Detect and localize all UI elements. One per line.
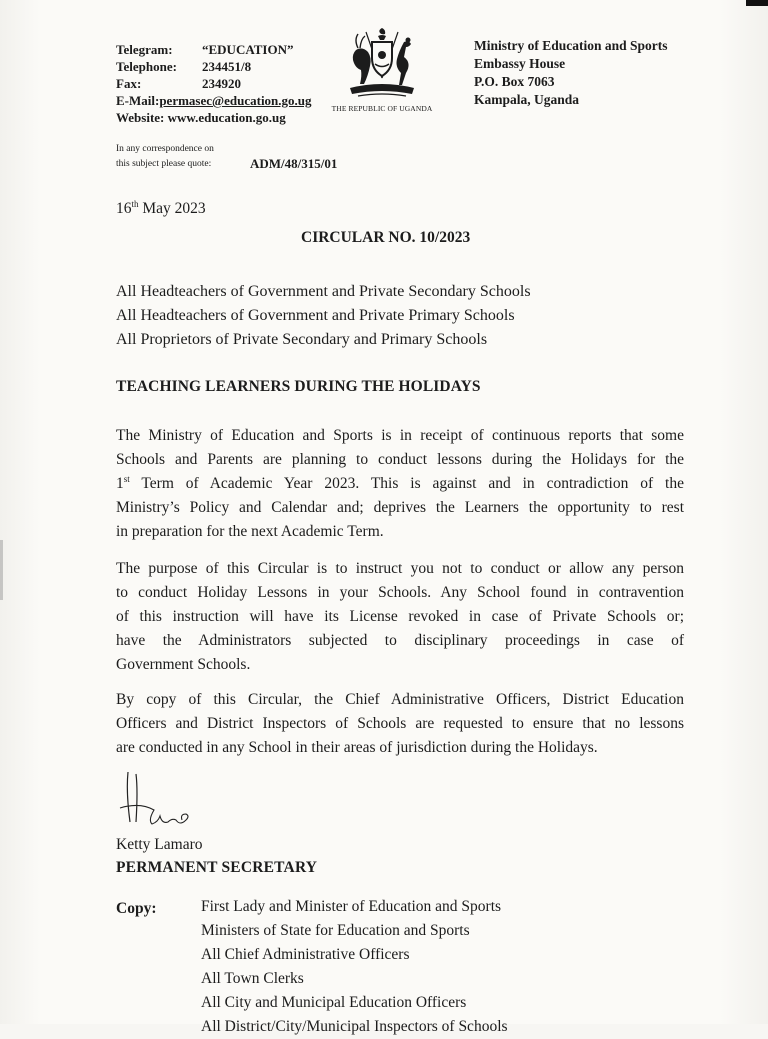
recipient-item: All Headteachers of Government and Private Secondary Schools bbox=[116, 283, 531, 300]
copy-label: Copy: bbox=[116, 900, 157, 917]
paragraph-line: are conducted in any School in their areas of jurisdiction during the Holidays. bbox=[116, 739, 598, 756]
letter-date bbox=[116, 199, 206, 218]
scan-edge-mark bbox=[746, 0, 768, 6]
paragraph-line: Schools and Parents are planning to conduct lessons during the Holidays for the bbox=[116, 451, 684, 468]
date-day: 16 bbox=[116, 200, 132, 218]
signatory-title: PERMANENT SECRETARY bbox=[116, 859, 318, 876]
contact-email bbox=[116, 92, 312, 109]
paragraph-line-rest: Term of Academic Year 2023. This is against and in contradiction of the bbox=[129, 475, 684, 492]
term-suffix: st bbox=[123, 473, 130, 484]
contact-telephone bbox=[116, 58, 312, 75]
contact-label: Telephone: bbox=[116, 59, 177, 74]
copy-recipient: First Lady and Minister of Education and Sports bbox=[201, 898, 502, 915]
paragraph-line: The purpose of this Circular is to instruct you not to conduct or allow any person bbox=[116, 560, 684, 577]
paragraph-line: Government Schools. bbox=[116, 656, 251, 673]
paragraph-line: have the Administrators subjected to disciplinary proceedings in case of bbox=[116, 632, 684, 649]
paragraph-line: to conduct Holiday Lessons in your Schools. Any School found in contravention bbox=[116, 584, 684, 601]
paragraph-line: in preparation for the next Academic Term. bbox=[116, 523, 384, 540]
subject-heading: TEACHING LEARNERS DURING THE HOLIDAYS bbox=[116, 378, 481, 395]
paragraph-line: Ministry’s Policy and Calendar and; deprives the Learners the opportunity to rest bbox=[116, 499, 684, 516]
signature-icon bbox=[116, 768, 206, 838]
circular-title: CIRCULAR NO. 10/2023 bbox=[301, 229, 471, 246]
paragraph-line bbox=[116, 472, 684, 496]
reference-code: ADM/48/315/01 bbox=[250, 156, 338, 171]
website-text: Website: www.education.go.ug bbox=[116, 110, 286, 125]
date-suffix: th bbox=[131, 199, 139, 209]
copy-recipient: All District/City/Municipal Inspectors of Schools bbox=[201, 1018, 508, 1035]
recipient-item: All Headteachers of Government and Private Primary Schools bbox=[116, 307, 515, 324]
contact-website bbox=[116, 109, 312, 126]
recipient-list bbox=[116, 280, 531, 352]
copy-recipient: All City and Municipal Education Officers bbox=[201, 994, 467, 1011]
signatory-name: Ketty Lamaro bbox=[116, 836, 203, 853]
date-rest: May 2023 bbox=[138, 200, 206, 218]
coat-of-arms bbox=[324, 26, 440, 122]
contact-label: Fax: bbox=[116, 76, 142, 91]
coat-of-arms-icon bbox=[338, 26, 426, 106]
contact-value: “EDUCATION” bbox=[202, 42, 294, 57]
ministry-line: P.O. Box 7063 bbox=[474, 74, 555, 89]
paragraph-line: of this instruction will have its License revoked in case of Private Schools or; bbox=[116, 608, 684, 625]
body-paragraph-2 bbox=[116, 557, 684, 677]
copy-list bbox=[201, 895, 508, 1035]
body-paragraph-3 bbox=[116, 688, 684, 760]
contact-label: Telegram: bbox=[116, 42, 173, 57]
ministry-line: Embassy House bbox=[474, 56, 566, 71]
body-paragraph-1 bbox=[116, 424, 684, 544]
copy-recipient: Ministers of State for Education and Sports bbox=[201, 922, 470, 939]
ministry-line: Kampala, Uganda bbox=[474, 92, 580, 107]
scan-edge-shadow bbox=[0, 540, 3, 600]
ministry-address bbox=[474, 37, 668, 109]
term-number: 1 bbox=[116, 475, 124, 492]
contact-value: 234451/8 bbox=[202, 59, 252, 74]
paragraph-line: Officers and District Inspectors of Schools are requested to ensure that no lessons bbox=[116, 715, 684, 732]
paragraph-line: The Ministry of Education and Sports is in receipt of continuous reports that some bbox=[116, 427, 684, 444]
email-label: E-Mail: bbox=[116, 93, 160, 108]
ministry-line: Ministry of Education and Sports bbox=[474, 38, 668, 53]
contact-block bbox=[116, 41, 312, 126]
recipient-item: All Proprietors of Private Secondary and Primary Schools bbox=[116, 331, 488, 348]
email-link[interactable]: permasec@education.go.ug bbox=[159, 93, 312, 108]
contact-value: 234920 bbox=[202, 76, 241, 91]
contact-telegram bbox=[116, 41, 312, 58]
copy-recipient: All Chief Administrative Officers bbox=[201, 946, 410, 963]
contact-fax bbox=[116, 75, 312, 92]
paragraph-line: By copy of this Circular, the Chief Administrative Officers, District Education bbox=[116, 691, 684, 708]
reference-line: this subject please quote: bbox=[116, 159, 212, 169]
reference-line: In any correspondence on bbox=[116, 144, 214, 154]
reference-note bbox=[116, 142, 214, 172]
copy-recipient: All Town Clerks bbox=[201, 970, 304, 987]
arms-caption: THE REPUBLIC OF UGANDA bbox=[331, 104, 433, 113]
